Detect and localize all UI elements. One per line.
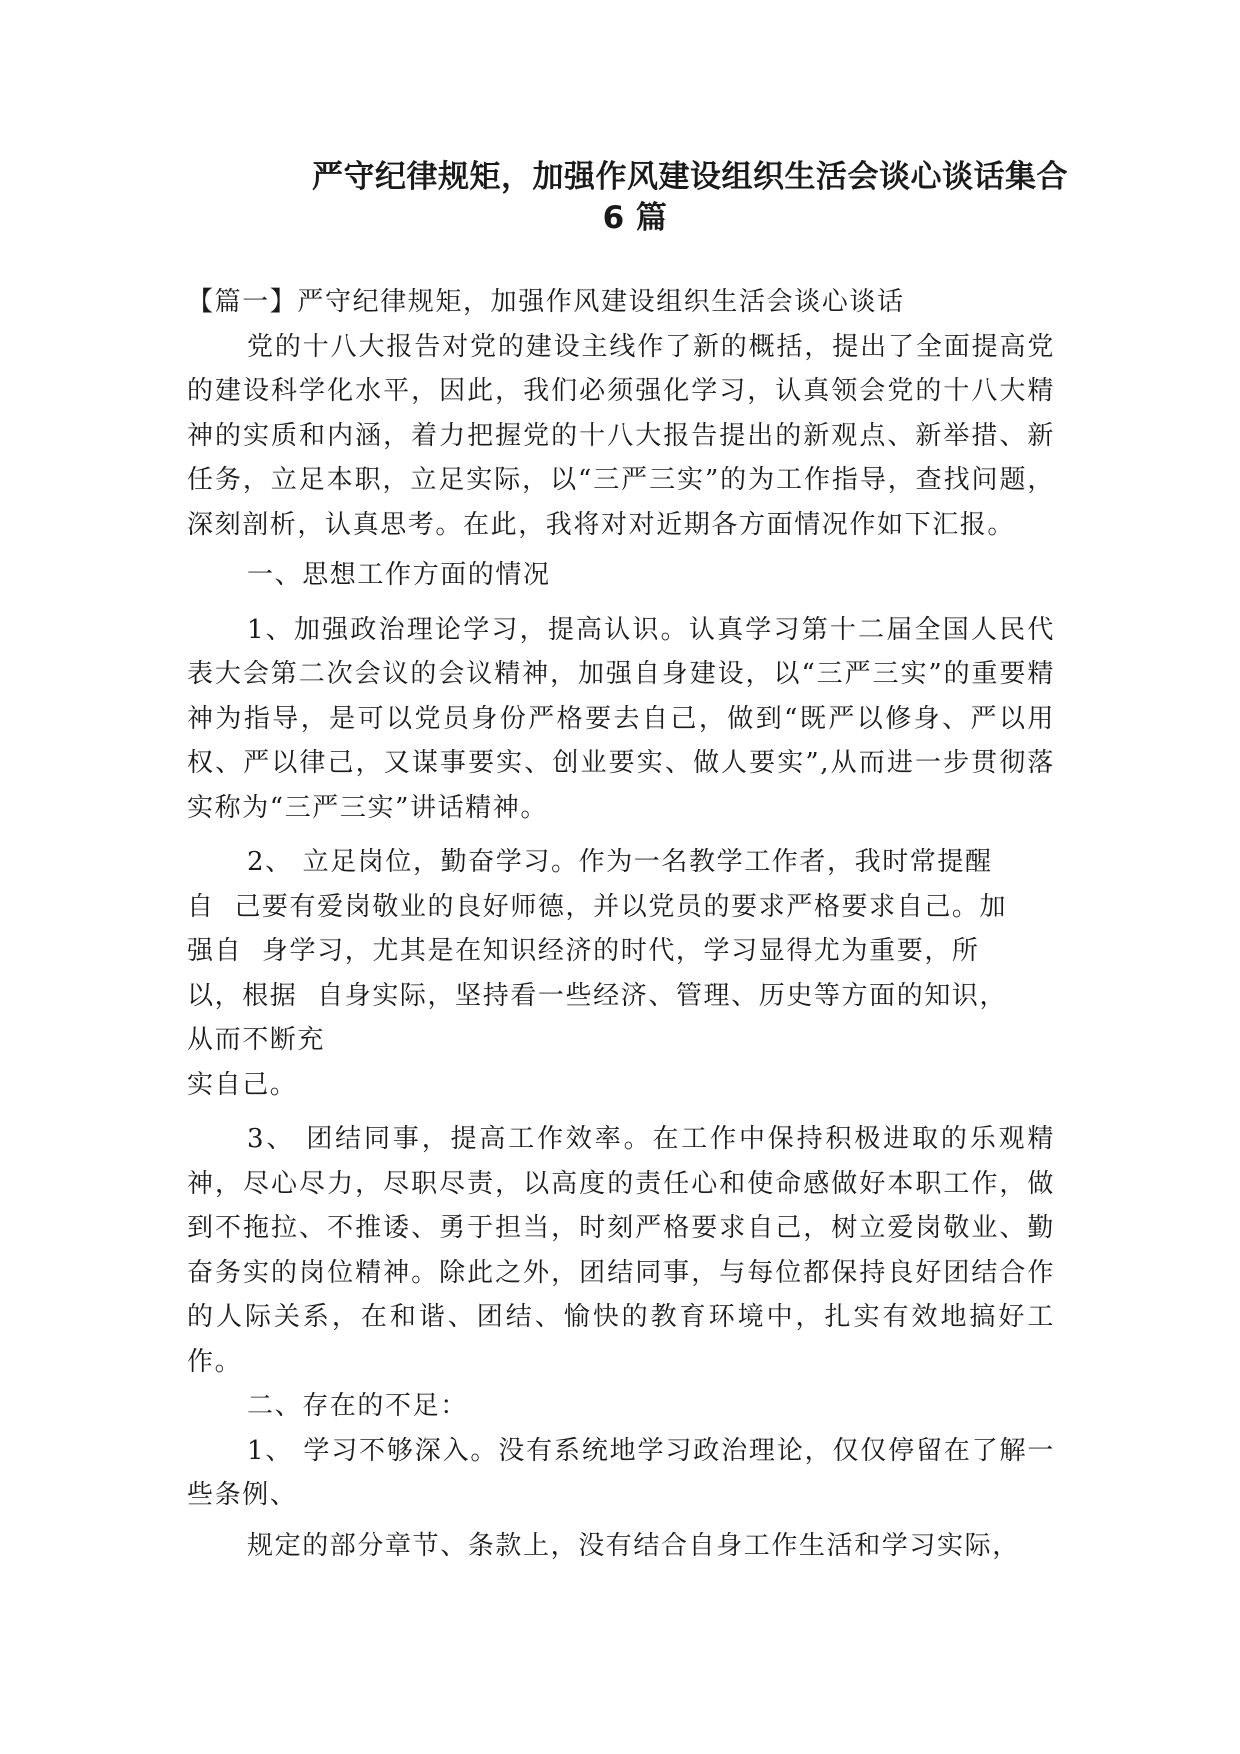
paragraph-shortcoming-1-continued: 规定的部分章节、条款上，没有结合自身工作生活和学习实际， (247, 1530, 1020, 1561)
paragraph-item-2-line-1: 2、 立足岗位，勤奋学习。作为一名教学工作者，我时常提醒 (247, 847, 993, 877)
paragraph-item-2-line-4: 以，根据 自身实际，坚持看一些经济、管理、历史等方面的知识， (187, 980, 1008, 1011)
paragraph-item-2-line-3: 强自 身学习，尤其是在知识经济的时代，学习显得尤为重要，所 (187, 936, 980, 966)
document-body (187, 280, 1055, 1568)
heading-shortcomings: 二、存在的不足： (247, 1391, 468, 1421)
paragraph-item-2-line-2: 自 己要有爱岗敬业的良好师德，并以党员的要求严格要求自己。加 (187, 891, 1008, 922)
paragraph-item-3: 3、 团结同事，提高工作效率。在工作中保持积极进取的乐观精神，尽心尽力，尽职尽责，以高度的责任心和使命感做好本职工作，做到不拖拉、不推诿、勇于担当，时刻严格要求自己，树立爱岗敬业、勤奋务实的岗位精神。除此之外，团结同事，与每位都保持良好团结合作的人际关系，在和谐、团结、愉快的教育环境中，扎实有效地搞好工作。 (187, 1124, 1055, 1377)
heading-ideological-work: 一、思想工作方面的情况 (247, 560, 551, 590)
paragraph-shortcoming-1: 1、 学习不够深入。没有系统地学习政治理论，仅仅停留在了解一些条例、 (187, 1435, 1055, 1510)
document-title-line-1: 严守纪律规矩，加强作风建设组织生活会谈心谈话集合 (312, 159, 1068, 195)
paragraph-item-1: 1、加强政治理论学习，提高认识。认真学习第十二届全国人民代表大会第二次会议的会议精神，加强自身建设，以“三严三实”的重要精神为指导，是可以党员身份严格要去自己，做到“既严以修身、严以用权、严以律己，又谋事要实、创业要实、做人要实”,从而进一步贯彻落实称为“三严三实”讲话精神。 (187, 614, 1055, 823)
paragraph-item-2-line-6: 实自己。 (187, 1069, 298, 1100)
paragraph-item-2-line-5: 从而不断充 (187, 1025, 326, 1055)
document-title-line-2: 6 篇 (602, 200, 668, 236)
section-heading: 【篇一】严守纪律规矩，加强作风建设组织生活会谈心谈话 (187, 287, 905, 317)
paragraph-intro: 党的十八大报告对党的建设主线作了新的概括，提出了全面提高党的建设科学化水平，因此，我们必须强化学习，认真领会党的十八大精神的实质和内涵，着力把握党的十八大报告提出的新观点、新举措、新任务，立足本职，立足实际，以“三严三实”的为工作指导，查找问题，深刻剖析，认真思考。在此，我将对对近期各方面情况作如下汇报。 (187, 331, 1055, 540)
